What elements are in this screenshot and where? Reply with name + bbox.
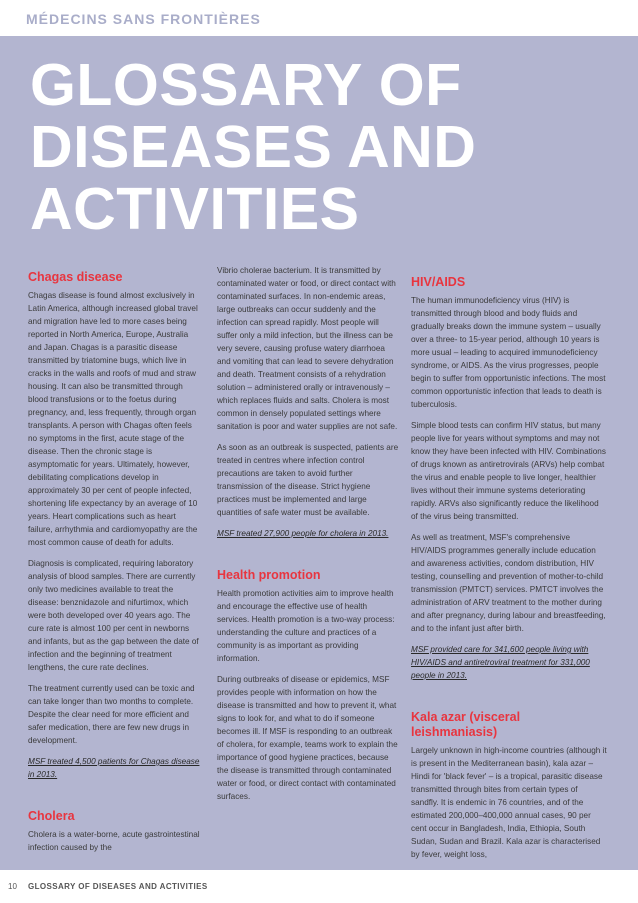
hiv-paragraph: The human immunodeficiency virus (HIV) is transmitted through blood and body fluids and gradually breaks down the immune system – usually over a three- to 15-year period, although 10 years is more usual – leading to acquired immunodeficiency syndrome, or AIDS. As the virus progresses, people begin to suffer from opportunistic infections. The most common opportunistic infection that leads to death is tuberculosis. bbox=[411, 296, 606, 409]
page-number: 10 bbox=[8, 882, 17, 891]
hiv-paragraph: Simple blood tests can confirm HIV status, but many people live for years without symptoms and may not know they have been infected with HIV. Combinations of drugs known as antiretrovirals (ARVs) help combat the virus and enable people to live longer, healthier lives without their immune systems deteriorating rapidly. ARVs also significantly reduce the likelihood of the virus being transmitted. bbox=[411, 421, 606, 521]
column-middle bbox=[217, 264, 400, 811]
kala-azar-paragraph: Largely unknown in high-income countries (although it is present in the Mediterranean basin), kala azar – Hindi for 'black fever' – is a tropical, parasitic disease transmitted through bites from certain types of sandfly. It is endemic in 76 countries, and of the estimated 200,000–400,000 annual cases, 90 per cent occur in Bangladesh, India, Ethiopia, South Sudan, Sudan and Brazil. Kala azar is characterised by fever, weight loss, bbox=[411, 746, 607, 859]
entry-title-kala-azar: Kala azar (visceral leishmaniasis) bbox=[411, 710, 521, 739]
entry-title-chagas: Chagas disease bbox=[28, 270, 123, 284]
organization-name: MÉDECINS SANS FRONTIÈRES bbox=[26, 11, 261, 27]
title-line: ACTIVITIES bbox=[30, 176, 360, 242]
running-title: GLOSSARY OF DISEASES AND ACTIVITIES bbox=[28, 882, 208, 891]
health-paragraph: Health promotion activities aim to improve health and encourage the effective use of health services. Health promotion is a two-way process: understanding the culture and practices of a community is as important as providing information. bbox=[217, 589, 395, 663]
entry-title-cholera: Cholera bbox=[28, 809, 75, 823]
entry-title-health-promotion: Health promotion bbox=[217, 568, 321, 582]
hiv-paragraph: As well as treatment, MSF's comprehensive HIV/AIDS programmes generally include education and awareness activities, condom distribution, HIV testing, counselling and prevention of mother-to-child transmission (PMTCT) services. PMTCT involves the administration of ARV treatment to the mother during and after pregnancy, during labour and breastfeeding, and to the infant just after birth. bbox=[411, 533, 606, 633]
title-line: GLOSSARY OF bbox=[30, 52, 462, 118]
cholera-paragraph: Vibrio cholerae bacterium. It is transmitted by contaminated water or food, or direct contact with contaminated surfaces. In non-endemic areas, large outbreaks can occur suddenly and the infection can spread rapidly. Most people will suffer only a mild infection, but the illness can be very severe, causing profuse watery diarrhoea and vomiting that can lead to severe dehydration and death. Treatment consists of a rehydration solution – administered orally or intravenously – which replaces fluids and salts. Cholera is most common in densely populated settings where sanitation is poor and water supplies are not safe. bbox=[217, 266, 398, 431]
title-line: DISEASES AND bbox=[30, 114, 477, 180]
chagas-paragraph: The treatment currently used can be toxic and can take longer than two months to complete. Despite the clear need for more efficient and safer medication, there are few new drugs in development. bbox=[28, 684, 195, 745]
column-right bbox=[411, 275, 607, 869]
cholera-paragraph: Cholera is a water-borne, acute gastrointestinal infection caused by the bbox=[28, 830, 200, 852]
header-band bbox=[0, 0, 638, 36]
chagas-stat-note: MSF treated 4,500 patients for Chagas disease in 2013. bbox=[28, 757, 200, 779]
entry-title-hiv: HIV/AIDS bbox=[411, 275, 466, 289]
page-title bbox=[30, 54, 476, 240]
chagas-paragraph: Chagas disease is found almost exclusively in Latin America, although increased global travel and migration have led to more cases being reported in North America, Europe, Australia and Japan. Chagas is a parasitic disease transmitted by triatomine bugs, which live in cracks in the walls and roofs of mud and straw housing. It can also be transmitted through blood transfusions or to the foetus during pregnancy, and, less frequently, through organ transplants. A person with Chagas often feels no symptoms in the first, acute stage of the disease. Then the chronic stage is asymptomatic for years. Ultimately, however, debilitating complications develop in approximately 30 per cent of people infected, shortening life expectancy by an average of 10 years. Heart complications such as heart failure, arrhythmia and cardiomyopathy are the most common cause of death for adults. bbox=[28, 291, 198, 547]
health-paragraph: During outbreaks of disease or epidemics, MSF provides people with information on how the disease is transmitted and how to prevent it, what signs to look for, and what to do if someone becomes ill. If MSF is responding to an outbreak of cholera, for example, teams work to explain the importance of good hygiene practices, because the disease is transmitted through contaminated water or food, or direct contact with contaminated surfaces. bbox=[217, 675, 398, 801]
cholera-stat-note: MSF treated 27,900 people for cholera in 2013. bbox=[217, 529, 389, 538]
hiv-stat-note: MSF provided care for 341,600 people living with HIV/AIDS and antiretroviral treatment for 331,000 people in 2013. bbox=[411, 645, 590, 680]
column-left bbox=[28, 270, 200, 862]
cholera-paragraph: As soon as an outbreak is suspected, patients are treated in centres where infection control precautions are taken to avoid further transmission of the disease. Strict hygiene practices must be implemented and large quantities of safe water must be available. bbox=[217, 443, 399, 517]
chagas-paragraph: Diagnosis is complicated, requiring laboratory analysis of blood samples. There are currently only two medicines available to treat the disease: benznidazole and nifurtimox, which were both developed over 40 years ago. The cure rate is almost 100 per cent in newborns and infants, but as the gap between the date of infection and the beginning of treatment lengthens, the cure rate declines. bbox=[28, 559, 199, 672]
